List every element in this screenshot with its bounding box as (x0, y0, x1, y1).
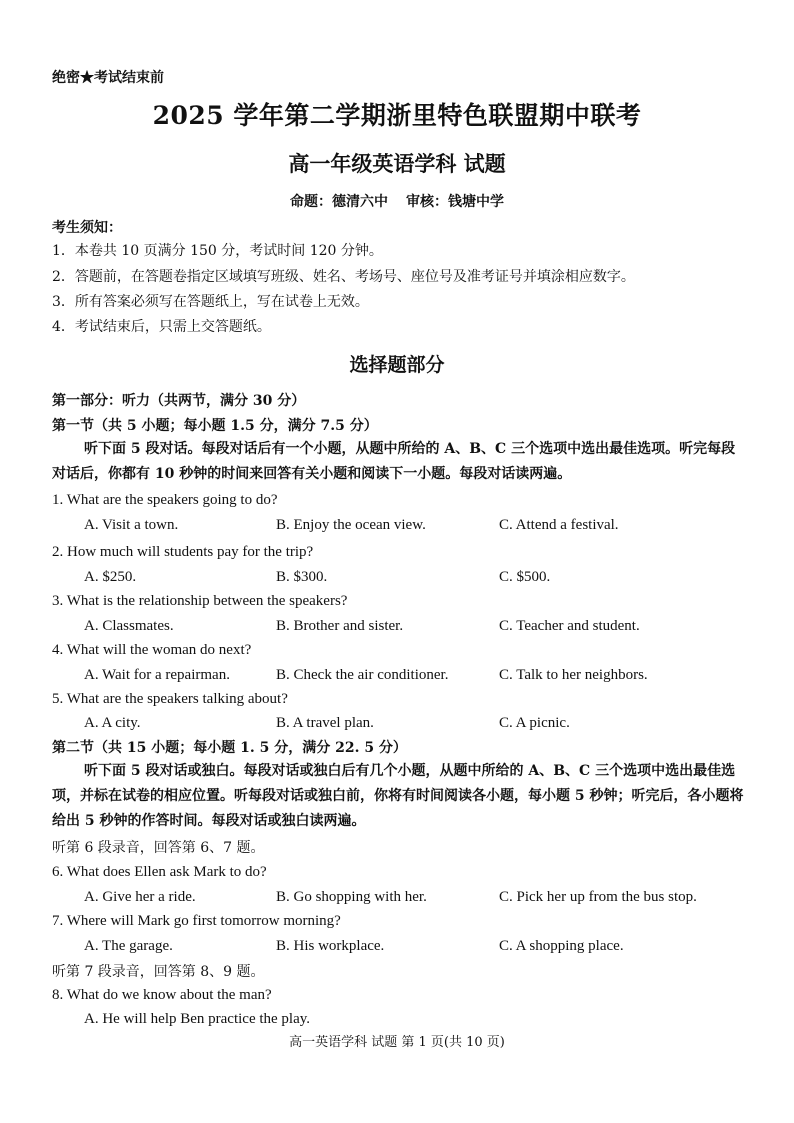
question-text: 4. What will the woman do next? (52, 642, 252, 658)
option-b: B. Check the air conditioner. (276, 667, 449, 683)
listen-prompt: 听第 7 段录音，回答第 8、9 题。 (52, 964, 265, 980)
section2-instructions: 听下面 5 段对话或独白。每段对话或独白后有几个小题，从题中所给的 A、B、C 三个选项中选出最佳选项，并标在试卷的相应位置。听每段对话或独白前，你将有时间阅读各小题，每小题 5 秒钟；听完后，各小题将给出 5 秒钟的作答时间。每段对话或独白读两遍。 (52, 763, 744, 829)
author-line (0, 191, 794, 211)
section1-instructions: 听下面 5 段对话。每段对话后有一个小题，从题中所给的 A、B、C 三个选项中选出最佳选项。听完每段对话后，你都有 10 秒钟的时间来回答有关小题和阅读下一小题。每段对话读两遍。 (52, 441, 736, 482)
question-text: 8. What do we know about the man? (52, 987, 272, 1003)
option-c: C. A shopping place. (499, 938, 624, 954)
page-footer: 高一英语学科 试题 第 1 页(共 10 页) (289, 1035, 505, 1050)
option-a: A. Visit a town. (84, 517, 179, 533)
question-text: 5. What are the speakers talking about? (52, 691, 288, 707)
option-b: B. Brother and sister. (276, 618, 404, 634)
question-text: 3. What is the relationship between the speakers? (52, 593, 348, 609)
listen-prompt: 听第 6 段录音，回答第 6、7 题。 (52, 840, 265, 856)
notice-item: 3．所有答案必须写在答题纸上，写在试卷上无效。 (52, 294, 369, 310)
question-text: 7. Where will Mark go first tomorrow morning? (52, 913, 341, 929)
option-b: B. Enjoy the ocean view. (276, 517, 426, 533)
question-text: 1. What are the speakers going to do? (52, 492, 278, 508)
section2-title: 第二节（共 15 小题；每小题 1. 5 分，满分 22. 5 分） (52, 740, 407, 756)
question-text: 2. How much will students pay for the trip? (52, 544, 314, 560)
option-a: A. Classmates. (84, 618, 174, 634)
option-a: A. Give her a ride. (84, 889, 196, 905)
question-text: 6. What does Ellen ask Mark to do? (52, 864, 267, 880)
option-b: B. A travel plan. (276, 715, 374, 731)
option-a: A. $250. (84, 569, 137, 585)
part1-title: 第一部分：听力（共两节，满分 30 分） (52, 393, 306, 409)
option-a: A. Wait for a repairman. (84, 667, 230, 683)
option-c: C. $500. (499, 569, 551, 585)
option-a: A. He will help Ben practice the play. (84, 1011, 311, 1027)
section-heading: 选择题部分 (349, 354, 445, 376)
option-b: B. $300. (276, 569, 328, 585)
option-b: B. Go shopping with her. (276, 889, 427, 905)
confidential-label: 绝密★考试结束前 (52, 70, 164, 86)
notice-item: 2．答题前，在答题卷指定区域填写班级、姓名、考场号、座位号及准考证号并填涂相应数字。 (52, 269, 635, 285)
proposer: 命题：德清六中 (290, 194, 388, 210)
option-c: C. Teacher and student. (499, 618, 640, 634)
notice-item: 1．本卷共 10 页满分 150 分，考试时间 120 分钟。 (52, 243, 383, 259)
exam-subtitle: 高一年级英语学科 试题 (288, 151, 506, 176)
option-c: C. Talk to her neighbors. (499, 667, 648, 683)
notice-heading: 考生须知： (52, 220, 122, 236)
section1-title: 第一节（共 5 小题；每小题 1.5 分，满分 7.5 分） (52, 418, 378, 434)
option-b: B. His workplace. (276, 938, 385, 954)
exam-title: 2025 学年第二学期浙里特色联盟期中联考 (152, 101, 642, 130)
option-a: A. The garage. (84, 938, 173, 954)
option-c: C. Attend a festival. (499, 517, 619, 533)
reviewer: 审核：钱塘中学 (406, 194, 504, 210)
option-a: A. A city. (84, 715, 141, 731)
option-c: C. A picnic. (499, 715, 570, 731)
option-c: C. Pick her up from the bus stop. (499, 889, 697, 905)
notice-item: 4．考试结束后，只需上交答题纸。 (52, 319, 271, 335)
